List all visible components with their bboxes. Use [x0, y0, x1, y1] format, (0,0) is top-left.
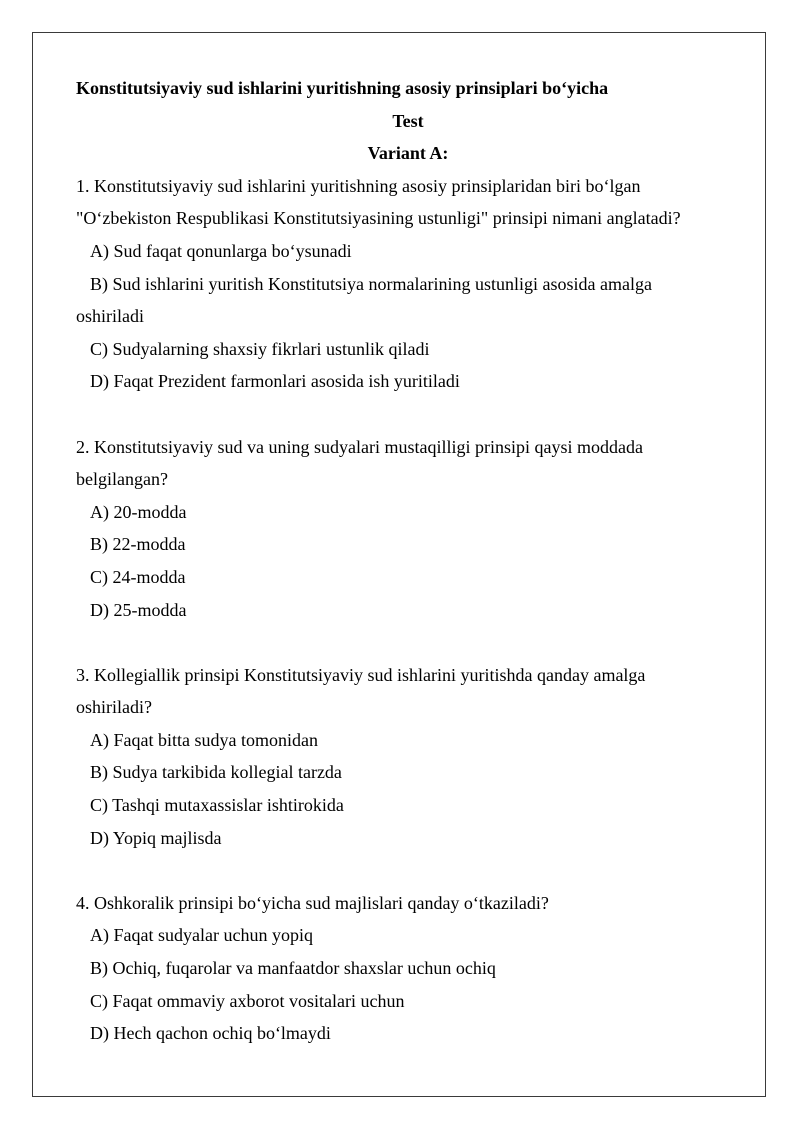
- answer-option: D) Faqat Prezident farmonlari asosida ish yuritiladi: [90, 371, 460, 392]
- answer-option: B) Ochiq, fuqarolar va manfaatdor shaxslar uchun ochiq: [90, 958, 496, 979]
- question-text: belgilangan?: [76, 469, 168, 490]
- question-text: 1. Konstitutsiyaviy sud ishlarini yuritishning asosiy prinsiplaridan biri bo‘lgan: [76, 175, 641, 196]
- answer-option-continuation: oshiriladi: [76, 306, 144, 327]
- question-block: [76, 170, 740, 398]
- answer-option: A) Faqat bitta sudya tomonidan: [90, 729, 318, 750]
- document-subtitle: Test: [392, 110, 424, 131]
- question-block: [76, 431, 740, 627]
- answer-option: A) Faqat sudyalar uchun yopiq: [90, 925, 313, 946]
- spacer: [76, 398, 740, 431]
- answer-option: A) Sud faqat qonunlarga bo‘ysunadi: [90, 240, 352, 261]
- answer-option: B) 22-modda: [90, 534, 186, 555]
- answer-option: A) 20-modda: [90, 501, 187, 522]
- spacer: [76, 854, 740, 887]
- answer-option: C) Tashqi mutaxassislar ishtirokida: [90, 795, 344, 816]
- question-text: 3. Kollegiallik prinsipi Konstitutsiyaviy sud ishlarini yuritishda qanday amalga: [76, 664, 646, 685]
- answer-option: C) 24-modda: [90, 566, 186, 587]
- answer-option: B) Sudya tarkibida kollegial tarzda: [90, 762, 342, 783]
- answer-option: C) Faqat ommaviy axborot vositalari uchun: [90, 990, 405, 1011]
- question-text: "O‘zbekiston Respublikasi Konstitutsiyasining ustunligi" prinsipi nimani anglatadi?: [76, 208, 681, 229]
- question-block: [76, 659, 740, 855]
- spacer: [76, 626, 740, 659]
- variant-heading: Variant A:: [367, 143, 449, 164]
- question-text: oshiriladi?: [76, 697, 152, 718]
- document-title: Konstitutsiyaviy sud ishlarini yuritishning asosiy prinsiplari bo‘yicha: [76, 78, 609, 98]
- question-text: 2. Konstitutsiyaviy sud va uning sudyalari mustaqilligi prinsipi qaysi moddada: [76, 436, 643, 457]
- question-block: [76, 887, 740, 1050]
- answer-option: B) Sud ishlarini yuritish Konstitutsiya normalarining ustunligi asosida amalga: [90, 273, 652, 294]
- question-text: 4. Oshkoralik prinsipi bo‘yicha sud majlislari qanday o‘tkaziladi?: [76, 892, 549, 913]
- answer-option: D) Yopiq majlisda: [90, 827, 222, 848]
- answer-option: D) Hech qachon ochiq bo‘lmaydi: [90, 1023, 331, 1044]
- document-body: [76, 72, 740, 1050]
- answer-option: D) 25-modda: [90, 599, 187, 620]
- answer-option: C) Sudyalarning shaxsiy fikrlari ustunlik qiladi: [90, 338, 430, 359]
